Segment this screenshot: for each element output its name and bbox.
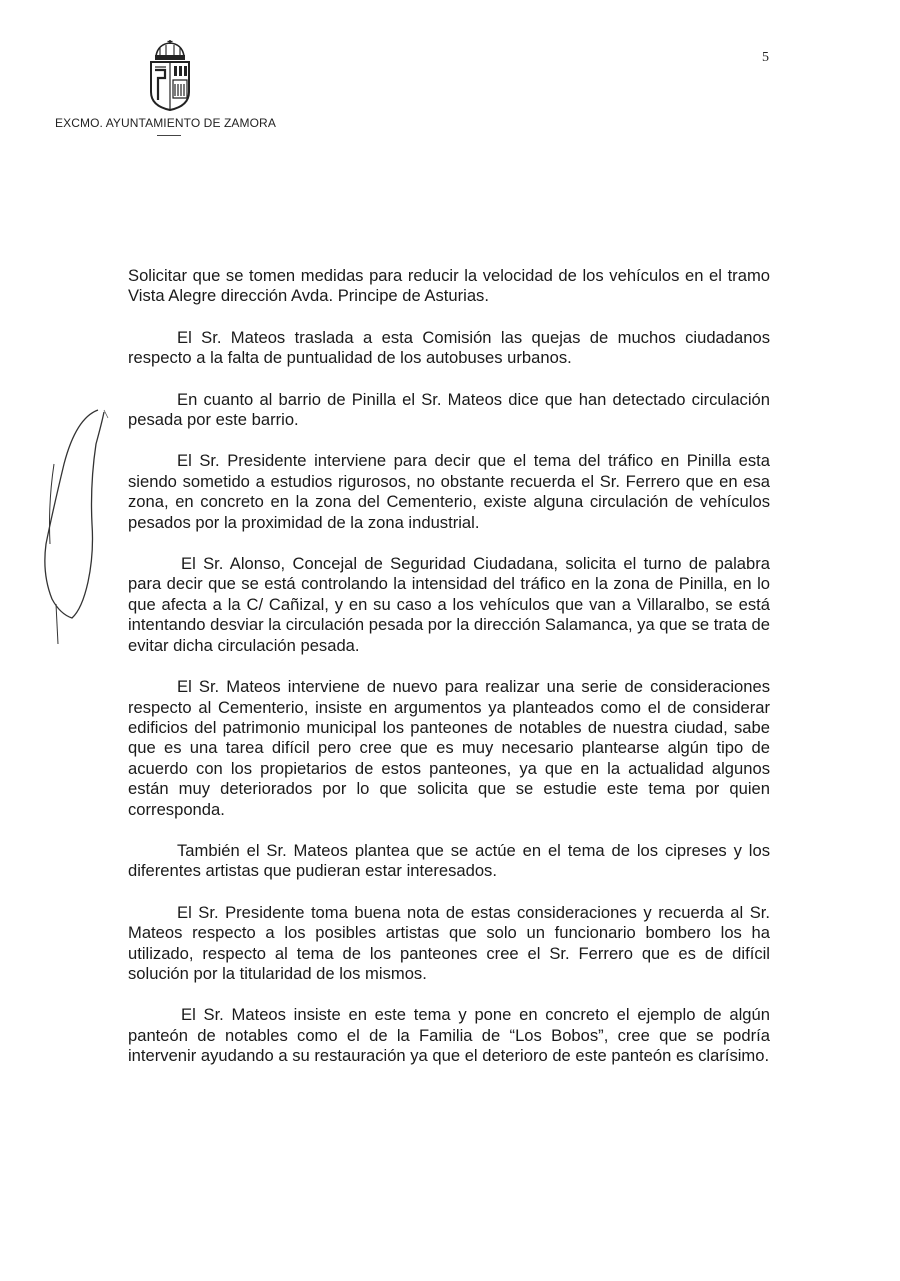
organization-name: EXCMO. AYUNTAMIENTO DE ZAMORA xyxy=(55,116,276,130)
document-body xyxy=(128,266,770,1088)
paragraph: En cuanto al barrio de Pinilla el Sr. Mateos dice que han detectado circulación pesada por este barrio. xyxy=(128,389,770,430)
paragraph: El Sr. Mateos traslada a esta Comisión las quejas de muchos ciudadanos respecto a la falta de puntualidad de los autobuses urbanos. xyxy=(128,327,770,368)
signature-icon xyxy=(38,404,110,650)
paragraph: El Sr. Mateos insiste en este tema y pone en concreto el ejemplo de algún panteón de notables como el de la Familia de “Los Bobos”, cree que se podría intervenir ayudando a su restauración ya que el deterioro de este panteón es clarísimo. xyxy=(128,1005,770,1066)
coat-of-arms-icon xyxy=(146,40,194,112)
paragraph: El Sr. Presidente interviene para decir que el tema del tráfico en Pinilla esta siendo sometido a estudios rigurosos, no obstante recuerda el Sr. Ferrero que en esa zona, en concreto en la zona del Cementerio, existe alguna circulación de vehículos pesados por la proximidad de la zona industrial. xyxy=(128,451,770,532)
paragraph: El Sr. Alonso, Concejal de Seguridad Ciudadana, solicita el turno de palabra para decir que se está controlando la intensidad del tráfico en la zona de Pinilla, en lo que afecta a la C/ Cañizal, y en su caso a los vehículos que van a Villaralbo, se está intentando desviar la circulación pesada por la dirección Salamanca, ya que se trata de evitar dicha circulación pesada. xyxy=(128,554,771,655)
paragraph: También el Sr. Mateos plantea que se actúe en el tema de los cipreses y los diferentes artistas que pudieran estar interesados. xyxy=(128,840,770,881)
header-divider xyxy=(157,135,181,136)
page-number: 5 xyxy=(762,50,769,65)
paragraph: El Sr. Mateos interviene de nuevo para realizar una serie de consideraciones respecto al Cementerio, insiste en argumentos ya planteados como el de considerar edificios del patrimonio municipal los panteones de notables de nuestra ciudad, sabe que es una tarea difícil pero cree que es muy necesario plantearse algún tipo de acuerdo con los propietarios de estos panteones, ya que en la actualidad algunos están muy deteriorados por lo que solicita que se estudie este tema por quien corresponda. xyxy=(128,677,770,819)
paragraph: Solicitar que se tomen medidas para reducir la velocidad de los vehículos en el tramo Vista Alegre dirección Avda. Principe de Asturias. xyxy=(128,266,770,306)
paragraph: El Sr. Presidente toma buena nota de estas consideraciones y recuerda al Sr. Mateos respecto a los posibles artistas que solo un funcionario bombero los ha utilizado, respecto al tema de los panteones cree el Sr. Ferrero que es de difícil solución por la titularidad de los mismos. xyxy=(128,902,770,983)
